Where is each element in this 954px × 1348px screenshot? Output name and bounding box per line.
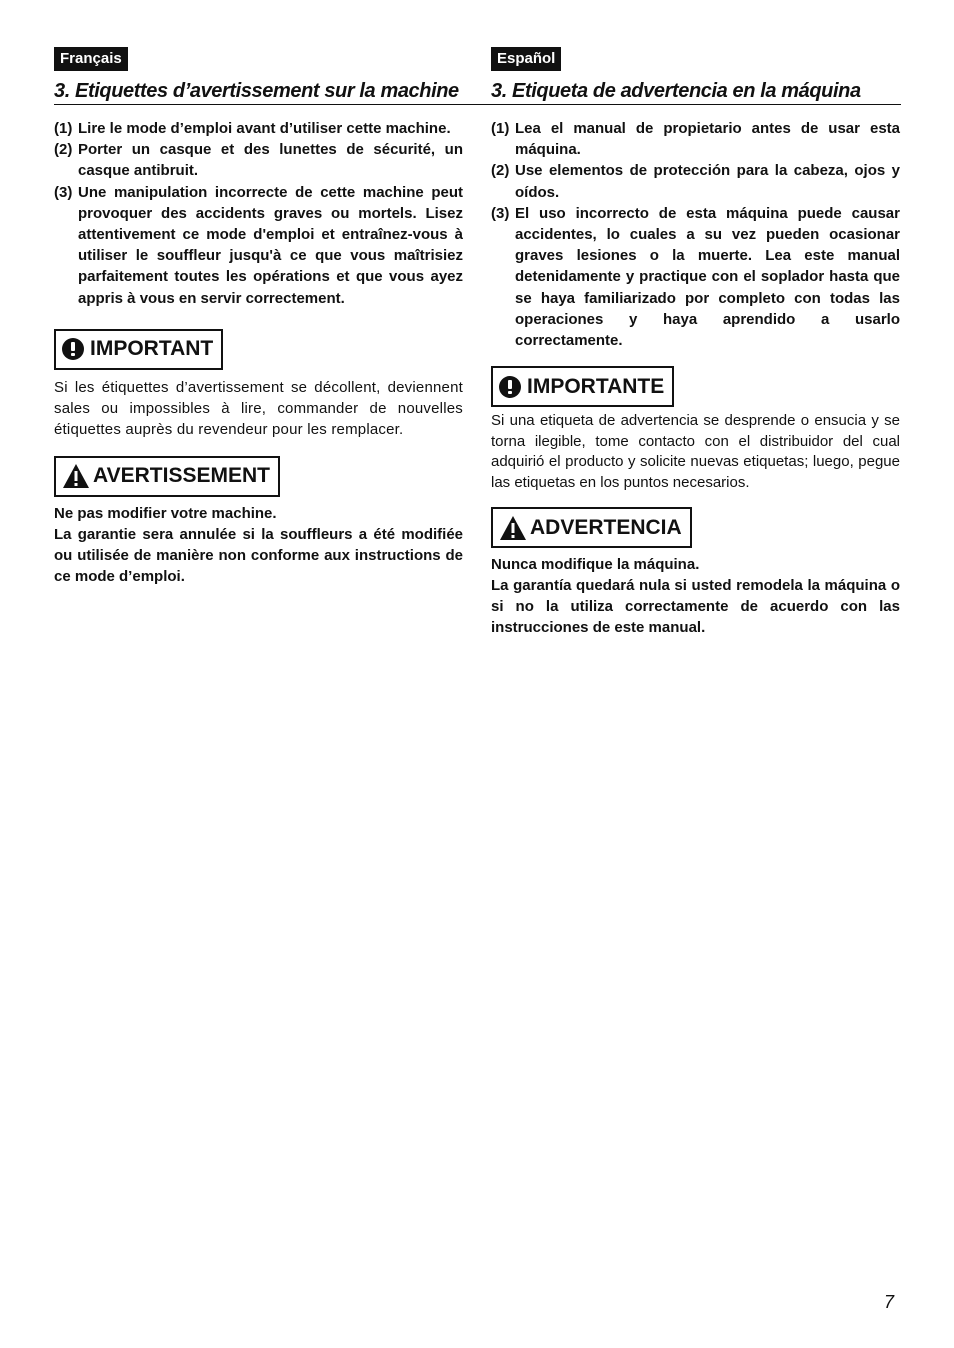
warning-label: ADVERTENCIA [530,515,682,539]
item-text: Une manipulation incorrecte de cette machine peut provoquer des accidents graves ou mortels. Lisez attentivement ce mode d'emploi et entraînez-vous à utiliser le souffleur jusqu'à ce que vous maîtrisiez parfaitement toutes les opérations et que vous ayez appris à vous en servir correctement. [78,183,463,307]
section-heading-spanish: 3. Etiqueta de advertencia en la máquina [491,80,861,102]
important-callout-french [54,329,223,370]
list-item [54,182,463,309]
important-callout-spanish [491,366,674,407]
list-item [491,118,900,160]
list-item [54,118,463,139]
important-label: IMPORTANT [90,337,214,361]
warning-line1-french: Ne pas modifier votre machine. [54,504,277,522]
important-text-spanish: Si una etiqueta de advertencia se desprende o ensucia y se torna ilegible, tome contacto con el distribuidor del cual adquirió el producto y solicite nuevas etiquetas; luego, pegue las etiquetas en los puntos necesarios. [491,412,900,491]
item-number: (2) [54,141,73,159]
warning-triangle-icon [499,515,527,541]
item-text: Lire le mode d’emploi avant d’utiliser cette machine. [78,120,451,137]
item-number: (3) [54,183,73,201]
spanish-column [491,47,900,638]
item-number: (2) [491,162,510,180]
warning-callout-french [54,456,280,497]
exclamation-circle-icon [62,338,84,360]
exclamation-circle-icon [499,376,521,398]
item-text: Lea el manual de propietario antes de usar esta máquina. [515,120,900,159]
instruction-list-french [54,118,463,309]
page-number: 7 [884,1292,895,1312]
important-text-french: Si les étiquettes d’avertissement se décollent, deviennent sales ou impossibles à lire, commander de nouvelles étiquettes auprès du revendeur pour les remplacer. [54,378,463,438]
warning-line2-spanish: La garantía quedará nula si usted remodela la máquina o si no la utiliza correctamente de acuerdo con las instrucciones de este manual. [491,577,900,637]
warning-callout-spanish [491,507,692,548]
important-label: IMPORTANTE [527,374,665,398]
french-column [54,47,463,587]
list-item [54,139,463,181]
item-number: (1) [491,120,510,137]
item-number: (1) [54,120,73,137]
warning-triangle-icon [62,463,90,489]
item-text: Porter un casque et des lunettes de sécurité, un casque antibruit. [78,141,463,180]
language-tag-french: Français [54,47,128,71]
list-item [491,160,900,202]
list-item [491,203,900,351]
warning-line2-french: La garantie sera annulée si la souffleurs a été modifiée ou utilisée de manière non conforme aux instructions de ce mode d’emploi. [54,525,463,585]
section-heading-french: 3. Etiquettes d’avertissement sur la machine [54,80,459,102]
warning-line1-spanish: Nunca modifique la máquina. [491,556,700,574]
instruction-list-spanish [491,118,900,351]
language-tag-spanish: Español [491,47,561,71]
item-number: (3) [491,204,510,222]
heading-divider [54,104,901,105]
item-text: El uso incorrecto de esta máquina puede causar accidentes, lo cuales a su vez pueden ocasionar graves lesiones o la muerte. Lea este manual detenidamente y practique con el soplador hasta que se haya familiarizado por completo con todas las operaciones y haya aprendido a usarlo correctamente. [515,204,900,350]
warning-label: AVERTISSEMENT [93,464,270,488]
item-text: Use elementos de protección para la cabeza, ojos y oídos. [515,162,900,201]
